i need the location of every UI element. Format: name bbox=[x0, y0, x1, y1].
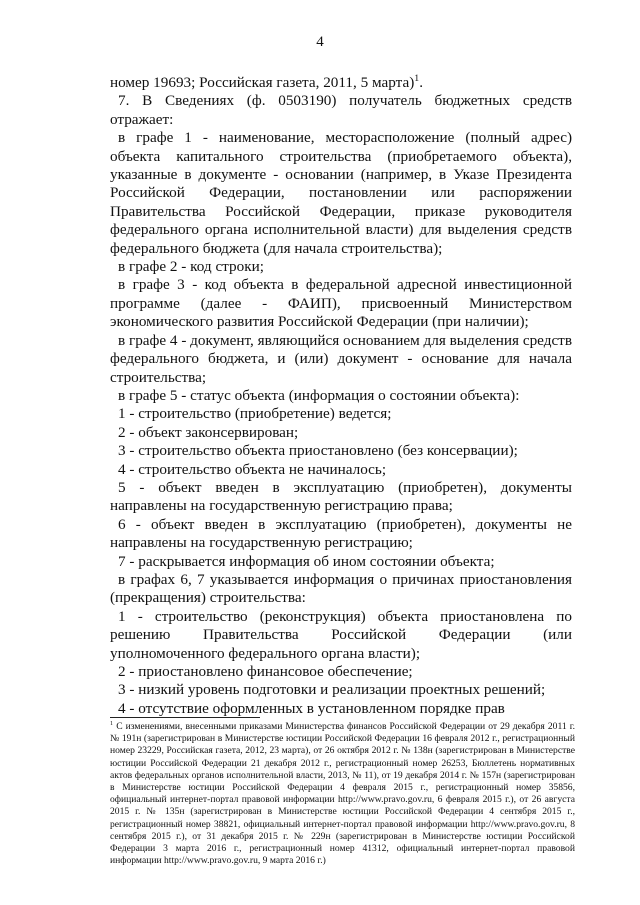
paragraph-continuation: номер 19693; Российская газета, 2011, 5 марта)$^1$. bbox=[110, 72, 424, 91]
paragraph-column-5: в графе 5 - статус объекта (информация о состоянии объекта): bbox=[118, 386, 520, 404]
reason-item-3: 3 - низкий уровень подготовки и реализации проектных решений; bbox=[118, 681, 546, 699]
status-item-1: 1 - строительство (приобретение) ведется; bbox=[118, 405, 392, 423]
page-number: 4 bbox=[316, 34, 324, 50]
status-item-3: 3 - строительство объекта приостановлено (без консервации); bbox=[118, 442, 518, 460]
status-item-2: 2 - объект законсервирован; bbox=[118, 423, 299, 441]
footnote bbox=[110, 721, 575, 867]
footnote-marker: 1 bbox=[110, 719, 114, 727]
paragraph-column-4: в графе 4 - документ, являющийся основанием для выделения средств федерального бюджета, и (или) документ - основание для начала строительства; bbox=[110, 331, 572, 386]
paragraph-item-7: 7. В Сведениях (ф. 0503190) получатель бюджетных средств отражает: bbox=[110, 92, 572, 128]
status-item-4: 4 - строительство объекта не начиналось; bbox=[118, 460, 387, 478]
footnote-reference: 1 bbox=[414, 72, 420, 84]
paragraph-column-1: в графе 1 - наименование, месторасположение (полный адрес) объекта капитального строительства (приобретаемого объекта), указанные в документе - основании (например, в Указе Президента Российской Федерации, постановлении или распоряжении Правительства Российской Федерации, приказе руководителя федерального органа исполнительной власти) для выделения средств федерального бюджета (для начала строительства); bbox=[110, 129, 572, 257]
paragraph-column-3: в графе 3 - код объекта в федеральной адресной инвестиционной программе (далее - ФАИП), присвоенный Министерством экономического развития Российской Федерации (при наличии); bbox=[110, 276, 572, 331]
status-item-6: 6 - объект введен в эксплуатацию (приобретен), документы не направлены на государственную регистрацию; bbox=[110, 515, 572, 552]
status-item-7: 7 - раскрывается информация об ином состоянии объекта; bbox=[118, 552, 495, 570]
document-body bbox=[110, 74, 572, 718]
reason-item-2: 2 - приостановлено финансовое обеспечение; bbox=[118, 663, 413, 680]
footnote-divider bbox=[110, 717, 260, 718]
reason-item-4: 4 - отсутствие оформленных в установленном порядке прав bbox=[118, 699, 505, 717]
status-item-5: 5 - объект введен в эксплуатацию (приобретен), документы направлены на государственную регистрацию права; bbox=[110, 478, 572, 515]
reason-item-1: 1 - строительство (реконструкция) объекта приостановлена по решению Правительства Российской Федерации (или уполномоченного федерального органа власти); bbox=[110, 607, 572, 662]
paragraph-column-2: в графе 2 - код строки; bbox=[118, 258, 264, 276]
footnote-text: С изменениями, внесенными приказами Министерства финансов Российской Федерации от 29 декабря 2011 г. № 191н (зарегистрирован в Министерстве юстиции Российской Федерации 16 февраля 2012 г., регистрационный номер 23229, Российская газета, 2012, 23 марта), от 26 октября 2012 г. № 138н (зарегистрирован в Министерстве юстиции Российской Федерации 21 декабря 2012 г., регистрационный номер 26253, Бюллетень нормативных актов федеральных органов исполнительной власти, 2013, № 11), от 19 декабря 2014 г. № 157н (зарегистрирован в Министерстве юстиции Российской Федерации 4 февраля 2015 г., регистрационный номер 35856, официальный интернет-портал правовой информации http://www.pravo.gov.ru, 6 февраля 2015 г.), от 26 августа 2015 г. № 135н (зарегистрирован в Министерстве юстиции Российской Федерации 4 сентября 2015 г., регистрационный номер 38821, официальный интернет-портал правовой информации http://www.pravo.gov.ru, 8 сентября 2015 г.), от 31 декабря 2015 г. № 229н (зарегистрирован в Министерстве юстиции Российской Федерации 3 марта 2016 г., регистрационный номер 41312, официальный интернет-портал правовой информации http://www.pravo.gov.ru, 9 марта 2016 г.) bbox=[110, 721, 575, 867]
paragraph-columns-6-7: в графах 6, 7 указывается информация о причинах приостановления (прекращения) строительства: bbox=[110, 570, 572, 607]
